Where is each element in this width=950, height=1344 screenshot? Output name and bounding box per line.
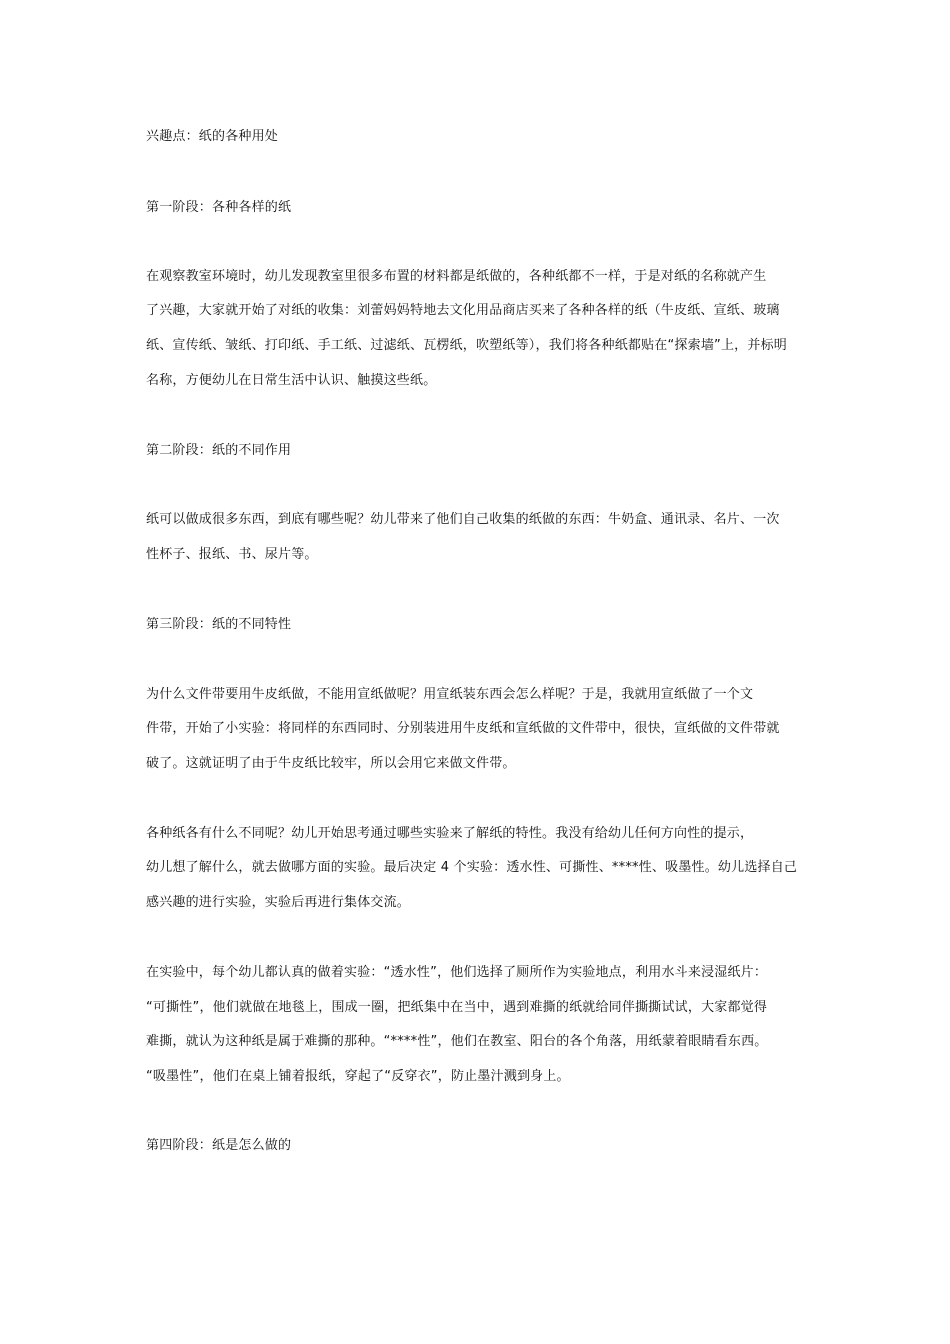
stage4-heading: 第四阶段：纸是怎么做的 — [146, 1138, 292, 1153]
interest-point-heading: 兴趣点：纸的各种用处 — [146, 129, 279, 144]
para5-line4: “吸墨性”，他们在桌上铺着报纸，穿起了“反穿衣”，防止墨汁溅到身上。 — [146, 1069, 570, 1084]
para4-line1: 各种纸各有什么不同呢？幼儿开始思考通过哪些实验来了解纸的特性。我没有给幼儿任何方向性的提示， — [146, 826, 754, 841]
para2-line2: 性杯子、报纸、书、尿片等。 — [146, 547, 318, 562]
para4-line3: 感兴趣的进行实验，实验后再进行集体交流。 — [146, 895, 411, 910]
stage2-heading: 第二阶段：纸的不同作用 — [146, 443, 292, 458]
para5-line2: “可撕性”，他们就做在地毯上，围成一圈，把纸集中在当中，遇到难撕的纸就给同伴撕撕试试，大家都觉得 — [146, 1000, 768, 1015]
para3-line1: 为什么文件带要用牛皮纸做，不能用宣纸做呢？用宣纸装东西会怎么样呢？于是，我就用宣纸做了一个文 — [146, 687, 754, 702]
stage3-heading: 第三阶段：纸的不同特性 — [146, 617, 292, 632]
para4-line2: 幼儿想了解什么，就去做哪方面的实验。最后决定 4 个实验：透水性、可撕性、****性、吸墨性。幼儿选择自己 — [146, 860, 798, 875]
para3-line3: 破了。这就证明了由于牛皮纸比较牢，所以会用它来做文件带。 — [146, 756, 516, 771]
para1-line3: 纸、宣传纸、皱纸、打印纸、手工纸、过滤纸、瓦楞纸，吹塑纸等），我们将各种纸都贴在“探索墙”上，并标明 — [146, 338, 787, 353]
para5-line1: 在实验中，每个幼儿都认真的做着实验：“透水性”，他们选择了厕所作为实验地点，利用水斗来浸湿纸片： — [146, 965, 768, 980]
para1-line4: 名称，方便幼儿在日常生活中认识、触摸这些纸。 — [146, 373, 437, 388]
para3-line2: 件带，开始了小实验：将同样的东西同时、分别装进用牛皮纸和宣纸做的文件带中，很快，宣纸做的文件带就 — [146, 721, 780, 736]
stage1-heading: 第一阶段：各种各样的纸 — [146, 200, 292, 215]
para1-line2: 了兴趣，大家就开始了对纸的收集：刘蕾妈妈特地去文化用品商店买来了各种各样的纸（牛皮纸、宣纸、玻璃 — [146, 303, 780, 318]
para1-line1: 在观察教室环境时，幼儿发现教室里很多布置的材料都是纸做的，各种纸都不一样，于是对纸的名称就产生 — [146, 269, 767, 284]
para5-line3: 难撕，就认为这种纸是属于难撕的那种。“****性”，他们在教室、阳台的各个角落，用纸蒙着眼睛看东西。 — [146, 1034, 768, 1049]
para2-line1: 纸可以做成很多东西，到底有哪些呢？幼儿带来了他们自己收集的纸做的东西：牛奶盒、通讯录、名片、一次 — [146, 512, 780, 527]
